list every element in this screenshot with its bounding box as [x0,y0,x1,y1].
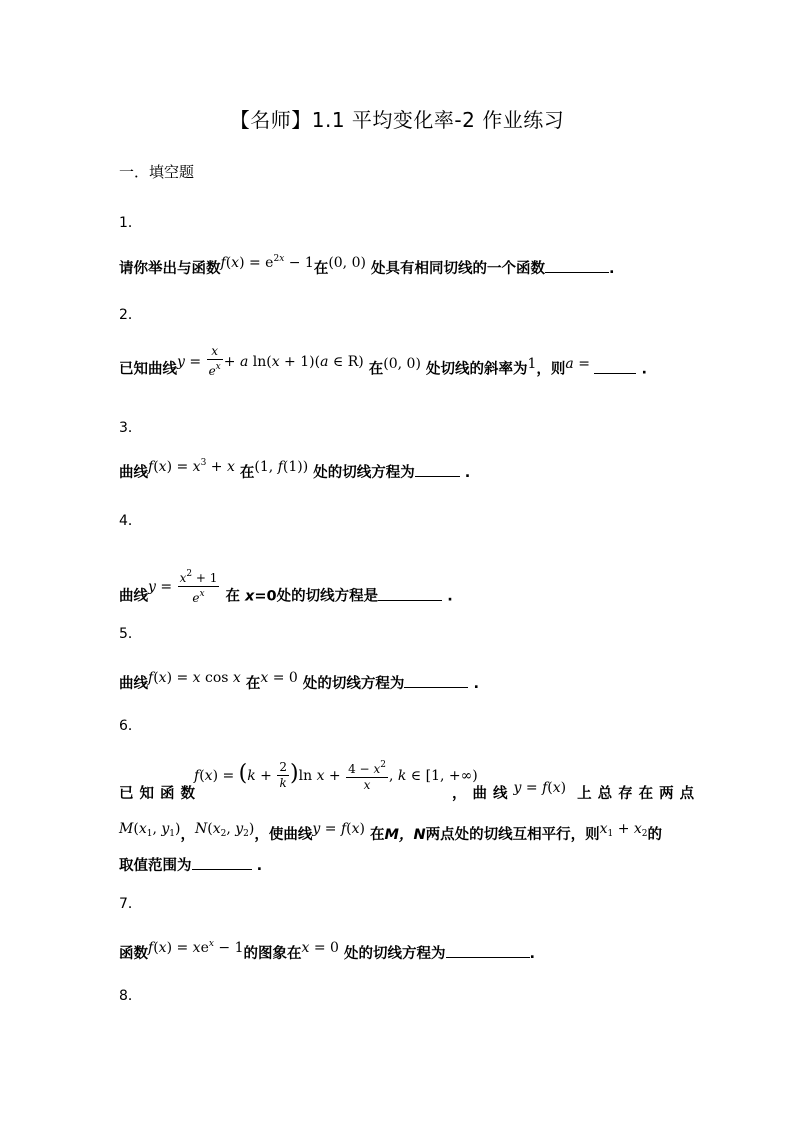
math-expression: $x_1 + x_2$ [599,821,648,839]
math-expression: f(x) = x cos x [148,670,241,686]
question-3-text: 曲线$f(x) = x^3 + x$ 在(1, f(1)) 处的切线方程为 . [119,458,471,481]
math-expression: y = $\frac{x^2 + 1}{e^x}$ [148,569,218,605]
question-number-4: 4． [119,513,142,529]
question-5-text: 曲线f(x) = x cos x 在x = 0 处的切线方程为 . [119,670,479,692]
math-expression: $f(x) = xe^x - 1$ [148,939,244,956]
math-expression: $f(x) = e^{2x} - 1$ [220,254,314,271]
math-expression: x = 0 [260,670,298,686]
math-expression: $N(x_2$, $y_2$) [194,821,255,839]
question-1-text: 请你举出与函数$f(x) = e^{2x} - 1$在(0, 0) 处具有相同切线的一个函数 . [119,254,615,277]
question-6-line-2: $M(x_1$, $y_1$)，$N(x_2$, $y_2$)，使曲线y = f(x) 在M，N两点处的切线互相平行，则$x_1 + x_2$的 [119,821,663,843]
answer-blank[interactable] [594,361,636,374]
answer-blank[interactable] [415,464,460,477]
answer-blank[interactable] [192,857,252,870]
page-title: 【名师】1.1 平均变化率-2 作业练习 [229,108,565,132]
math-expression: x = 0 [301,940,339,956]
math-expression: y = f(x) [513,780,567,796]
math-expression: $f(x) = x^3 + x$ [148,458,235,475]
math-expression: y = f(x) [312,821,365,837]
math-expression: (0, 0) [383,355,421,372]
question-number-1: 1． [119,215,142,231]
question-number-5: 5． [119,626,142,642]
question-2-text: 已知曲线y = $\frac{x}{e^x}$ + a ln(x + 1)(a ∈ R) 在(0, 0) 处切线的斜率为1，则a = . [119,344,647,378]
math-expression: (1, f(1)) [254,459,309,475]
question-number-6: 6． [119,718,142,734]
math-expression: y = $\frac{x}{e^x}$ + a ln(x + 1)(a ∈ R) [177,344,364,378]
answer-blank[interactable] [545,260,609,273]
math-expression: (0, 0) [328,255,366,271]
math-expression: $M(x_1$, $y_1$) [119,821,181,839]
question-number-3: 3． [119,420,142,436]
question-6-line-1: 已知函数 [119,786,201,802]
question-6-line-3: 取值范围为 . [119,858,263,874]
answer-blank[interactable] [378,588,442,601]
section-heading: 一．填空题 [119,163,195,181]
math-expression: f(x) = (k + $\frac{2}{k}$ )ln x + $\frac{4 - x^2}{x}$ , k ∈ [1, +∞) [194,760,478,792]
question-4-text: 曲线y = $\frac{x^2 + 1}{e^x}$ 在 x=0处的切线方程是 . [119,569,453,605]
question-number-2: 2． [119,307,142,323]
question-7-text: 函数$f(x) = xe^x - 1$的图象在x = 0 处的切线方程为 . [119,939,536,962]
question-6-line-1b: ，曲线y = f(x) 上总存在两点 [452,780,701,802]
answer-blank[interactable] [404,675,468,688]
question-number-8: 8． [119,988,142,1004]
answer-blank[interactable] [446,945,530,958]
question-number-7: 7． [119,896,142,912]
